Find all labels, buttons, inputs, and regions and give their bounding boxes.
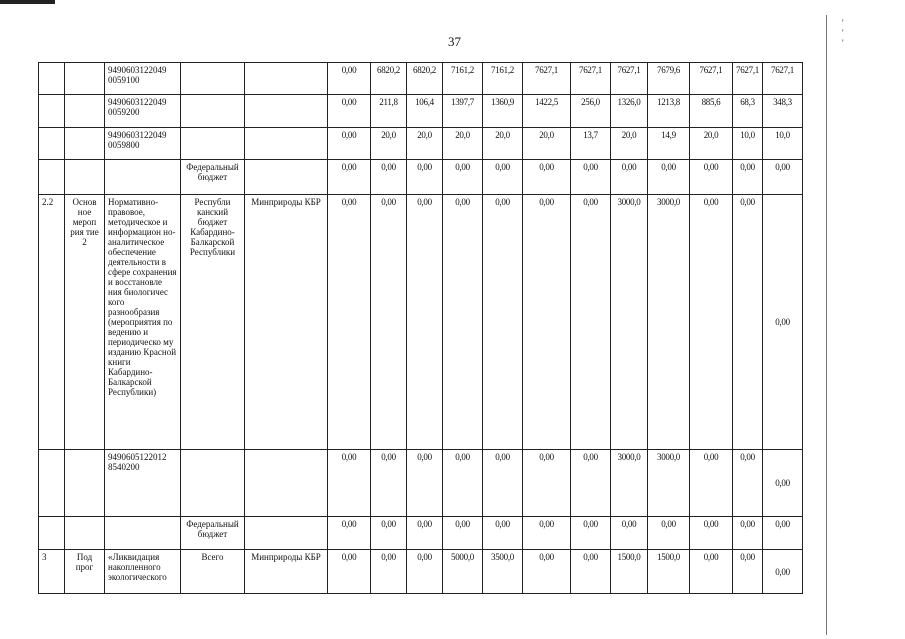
value-cell: 14,9	[648, 128, 690, 160]
funding-source-cell	[181, 128, 245, 160]
value-cell: 20,0	[443, 128, 483, 160]
funding-source-cell: Федеральный бюджет	[181, 160, 245, 195]
row-type-cell: Под прог	[65, 550, 105, 594]
value-cell: 0,00	[328, 450, 371, 517]
value-cell: 1500,0	[611, 550, 648, 594]
value-cell: 0,00	[371, 517, 407, 550]
value-cell: 0,00	[733, 195, 763, 450]
value-cell: 0,00	[407, 550, 443, 594]
value-cell: 0,00	[523, 195, 571, 450]
fold-line	[826, 15, 827, 635]
value-cell: 7679,6	[648, 63, 690, 95]
row-type-cell	[65, 128, 105, 160]
value-cell: 0,00	[690, 517, 733, 550]
value-cell: 0,00	[407, 195, 443, 450]
value-cell: 0,00	[523, 517, 571, 550]
executor-cell	[245, 517, 328, 550]
value-cell: 0,00	[690, 550, 733, 594]
row-type-cell	[65, 517, 105, 550]
value-cell: 3000,0	[611, 450, 648, 517]
funding-source-cell	[181, 450, 245, 517]
executor-cell	[245, 63, 328, 95]
executor-cell	[245, 95, 328, 128]
value-cell: 0,00	[523, 160, 571, 195]
value-cell: 0,00	[763, 517, 803, 550]
row-name-cell: 9490603122049 0059800	[105, 128, 181, 160]
row-number-cell	[39, 95, 65, 128]
row-type-cell	[65, 450, 105, 517]
table-row	[39, 95, 803, 128]
value-cell: 0,00	[483, 450, 523, 517]
value-cell: 6820,2	[371, 63, 407, 95]
table-row	[39, 128, 803, 160]
value-cell: 7627,1	[763, 63, 803, 95]
executor-cell	[245, 160, 328, 195]
row-name-cell: 9490603122049 0059200	[105, 95, 181, 128]
value-cell: 0,00	[733, 550, 763, 594]
value-cell: 10,0	[733, 128, 763, 160]
value-cell: 0,00	[328, 128, 371, 160]
row-number-cell	[39, 63, 65, 95]
value-cell: 3500,0	[483, 550, 523, 594]
executor-cell: Минприроды КБР	[245, 550, 328, 594]
value-cell: 0,00	[328, 550, 371, 594]
value-cell: 3000,0	[611, 195, 648, 450]
value-cell: 0,00	[443, 517, 483, 550]
value-cell: 0,00	[648, 517, 690, 550]
row-number-cell	[39, 517, 65, 550]
page-number: 37	[448, 34, 461, 49]
value-cell: 0,00	[648, 160, 690, 195]
value-cell: 0,00	[371, 450, 407, 517]
value-cell: 7627,1	[611, 63, 648, 95]
value-cell: 0,00	[763, 160, 803, 195]
value-cell: 1397,7	[443, 95, 483, 128]
value-cell: 0,00	[690, 160, 733, 195]
value-cell: 7627,1	[733, 63, 763, 95]
value-cell: 7627,1	[690, 63, 733, 95]
value-cell: 1326,0	[611, 95, 648, 128]
value-cell: 0,00	[690, 195, 733, 450]
value-cell: 68,3	[733, 95, 763, 128]
value-cell: 0,00	[571, 450, 611, 517]
value-cell: 20,0	[690, 128, 733, 160]
value-cell: 0,00	[328, 160, 371, 195]
value-cell: 0,00	[483, 160, 523, 195]
value-cell: 0,00	[523, 550, 571, 594]
value-cell: 0,00	[407, 517, 443, 550]
value-cell: 3000,0	[648, 195, 690, 450]
value-cell: 348,3	[763, 95, 803, 128]
table-row	[39, 517, 803, 550]
funding-source-cell: Всего	[181, 550, 245, 594]
value-cell: 20,0	[483, 128, 523, 160]
scan-specks: ' ' '	[842, 18, 876, 48]
row-name-cell	[105, 517, 181, 550]
value-cell: 0,00	[483, 517, 523, 550]
value-cell: 20,0	[407, 128, 443, 160]
value-cell: 7161,2	[483, 63, 523, 95]
value-cell: 106,4	[407, 95, 443, 128]
value-cell: 0,00	[443, 195, 483, 450]
value-cell: 13,7	[571, 128, 611, 160]
row-name-cell: 9490605122012 8540200	[105, 450, 181, 517]
value-cell: 0,00	[407, 450, 443, 517]
value-cell: 0,00	[371, 195, 407, 450]
value-cell: 0,00	[763, 550, 803, 594]
row-name-cell	[105, 160, 181, 195]
value-cell: 885,6	[690, 95, 733, 128]
value-cell: 0,00	[763, 195, 803, 450]
value-cell: 1213,8	[648, 95, 690, 128]
value-cell: 0,00	[763, 450, 803, 517]
value-cell: 0,00	[328, 95, 371, 128]
value-cell: 256,0	[571, 95, 611, 128]
value-cell: 6820,2	[407, 63, 443, 95]
executor-cell	[245, 128, 328, 160]
table-body	[39, 63, 803, 594]
funding-source-cell: Республи канский бюджет Кабардино-Балкарской Республики	[181, 195, 245, 450]
value-cell: 1500,0	[648, 550, 690, 594]
row-number-cell	[39, 128, 65, 160]
row-number-cell	[39, 450, 65, 517]
funding-source-cell: Федеральный бюджет	[181, 517, 245, 550]
row-number-cell: 2.2	[39, 195, 65, 450]
value-cell: 3000,0	[648, 450, 690, 517]
value-cell: 20,0	[371, 128, 407, 160]
value-cell: 0,00	[690, 450, 733, 517]
value-cell: 10,0	[763, 128, 803, 160]
row-number-cell	[39, 160, 65, 195]
value-cell: 0,00	[443, 160, 483, 195]
table-row	[39, 450, 803, 517]
value-cell: 20,0	[523, 128, 571, 160]
row-name-cell: «Ликвидация накопленного экологического	[105, 550, 181, 594]
executor-cell: Минприроды КБР	[245, 195, 328, 450]
value-cell: 0,00	[328, 517, 371, 550]
executor-cell	[245, 450, 328, 517]
row-name-cell: Нормативно-правовое, методическое и информацион но-аналитическое обеспечение деятельности в сфере сохранения и восстановле ния биологичес кого разнообразия (мероприятия по ведению и периодическо му изданию Красной книги Кабардино-Балкарской Республики)	[105, 195, 181, 450]
value-cell: 0,00	[571, 550, 611, 594]
value-cell: 0,00	[571, 195, 611, 450]
value-cell: 7627,1	[571, 63, 611, 95]
table-row	[39, 160, 803, 195]
row-type-cell: Основ ное мероп рия тие 2	[65, 195, 105, 450]
value-cell: 0,00	[733, 517, 763, 550]
scan-edge-mark	[0, 0, 55, 4]
table-row	[39, 195, 803, 450]
funding-source-cell	[181, 63, 245, 95]
value-cell: 0,00	[523, 450, 571, 517]
value-cell: 0,00	[371, 160, 407, 195]
value-cell: 1422,5	[523, 95, 571, 128]
budget-table	[38, 62, 803, 594]
row-type-cell	[65, 63, 105, 95]
value-cell: 0,00	[371, 550, 407, 594]
value-cell: 0,00	[611, 160, 648, 195]
table-row	[39, 63, 803, 95]
value-cell: 1360,9	[483, 95, 523, 128]
value-cell: 0,00	[443, 450, 483, 517]
value-cell: 0,00	[407, 160, 443, 195]
row-name-cell: 9490603122049 0059100	[105, 63, 181, 95]
row-number-cell: 3	[39, 550, 65, 594]
value-cell: 0,00	[611, 517, 648, 550]
value-cell: 0,00	[733, 450, 763, 517]
row-type-cell	[65, 95, 105, 128]
value-cell: 20,0	[611, 128, 648, 160]
value-cell: 0,00	[328, 63, 371, 95]
value-cell: 7161,2	[443, 63, 483, 95]
funding-source-cell	[181, 95, 245, 128]
value-cell: 0,00	[328, 195, 371, 450]
value-cell: 0,00	[483, 195, 523, 450]
row-type-cell	[65, 160, 105, 195]
value-cell: 0,00	[571, 517, 611, 550]
value-cell: 7627,1	[523, 63, 571, 95]
value-cell: 211,8	[371, 95, 407, 128]
value-cell: 0,00	[571, 160, 611, 195]
value-cell: 5000,0	[443, 550, 483, 594]
table-row	[39, 550, 803, 594]
value-cell: 0,00	[733, 160, 763, 195]
